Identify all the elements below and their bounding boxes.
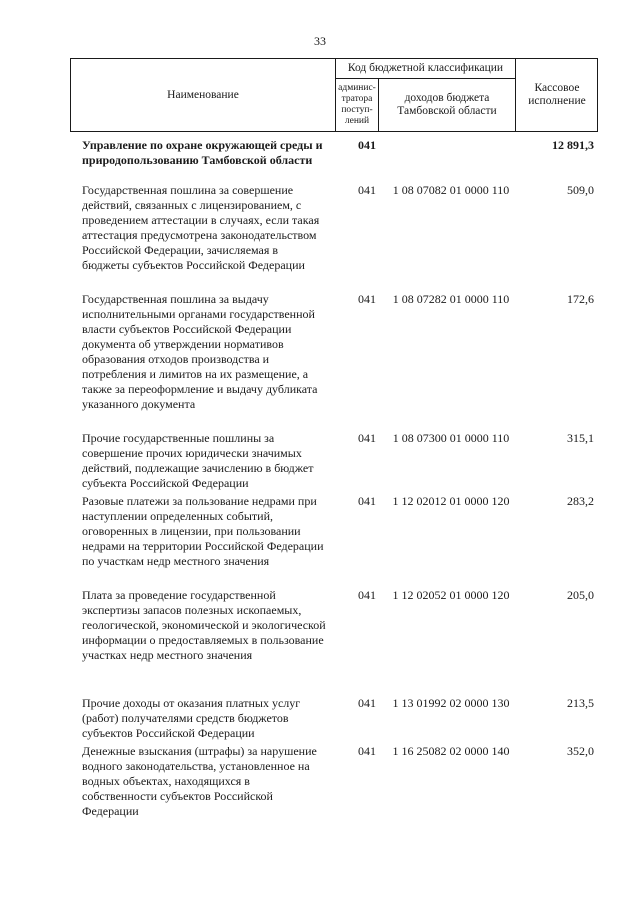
row-name: Разовые платежи за пользование недрами при наступлении определенных событий, оговоренных в лицензии, при пользовании недрами на территории Российской Федерации по участкам недр местного значения <box>82 494 324 568</box>
row-amount: 283,2 <box>567 494 594 508</box>
header-administrator: админис-тратора поступ-лений <box>338 83 376 126</box>
header-budget-code: Код бюджетной классификации <box>347 62 504 74</box>
header-revenues: доходов бюджета Тамбовской области <box>397 92 497 117</box>
row-amount: 509,0 <box>567 183 594 197</box>
row-admin-code: 041 <box>358 292 376 306</box>
row-admin-code: 041 <box>358 431 376 445</box>
row-amount: 352,0 <box>567 744 594 758</box>
row-name: Денежные взыскания (штрафы) за нарушение водного законодательства, установленное на водных объектах, находящихся в собственности субъектов Российской Федерации <box>82 744 317 818</box>
row-revenue-code: 1 13 01992 02 0000 130 <box>392 696 510 710</box>
row-amount: 172,6 <box>567 292 594 306</box>
row-amount: 205,0 <box>567 588 594 602</box>
row-admin-code: 041 <box>358 494 376 508</box>
row-name: Прочие государственные пошлины за совершение прочих юридически значимых действий, подлежащие зачислению в бюджет субъекта Российской Федерации <box>82 431 314 490</box>
row-revenue-code: 1 08 07082 01 0000 110 <box>392 183 510 197</box>
row-admin-code: 041 <box>358 744 376 758</box>
row-admin-code: 041 <box>358 696 376 710</box>
row-name: Государственная пошлина за выдачу исполнительными органами государственной власти субъектов Российской Федерации документа об утверждении нормативов образования отходов производства и потребления и лимитов на их размещение, а также за переоформление и выдачу дубликата указанного документа <box>82 292 318 411</box>
row-name: Управление по охране окружающей среды и природопользованию Тамбовской области <box>82 138 323 167</box>
row-revenue-code: 1 12 02012 01 0000 120 <box>392 494 510 508</box>
row-revenue-code: 1 08 07300 01 0000 110 <box>392 431 510 445</box>
row-amount: 213,5 <box>567 696 594 710</box>
table-header <box>70 58 598 132</box>
row-name: Плата за проведение государственной экспертизы запасов полезных ископаемых, геологической, экономической и экологической информации о предоставляемых в пользование участках недр местного значения <box>82 588 326 662</box>
row-amount: 12 891,3 <box>552 138 594 152</box>
header-name: Наименование <box>167 88 239 101</box>
page-number: 33 <box>314 34 326 48</box>
row-amount: 315,1 <box>567 431 594 445</box>
row-revenue-code: 1 16 25082 02 0000 140 <box>392 744 510 758</box>
row-name: Прочие доходы от оказания платных услуг (работ) получателями средств бюджетов субъектов Российской Федерации <box>82 696 301 740</box>
row-admin-code: 041 <box>358 183 376 197</box>
row-revenue-code: 1 08 07282 01 0000 110 <box>392 292 510 306</box>
row-admin-code: 041 <box>358 588 376 602</box>
header-execution: Кассовое исполнение <box>528 82 586 107</box>
row-admin-code: 041 <box>358 138 376 152</box>
row-name: Государственная пошлина за совершение действий, связанных с лицензированием, с проведением аттестации в случаях, если такая аттестация предусмотрена законодательством Российской Федерации, зачисляемая в бюджеты субъектов Российской Федерации <box>82 183 320 272</box>
row-revenue-code: 1 12 02052 01 0000 120 <box>392 588 510 602</box>
